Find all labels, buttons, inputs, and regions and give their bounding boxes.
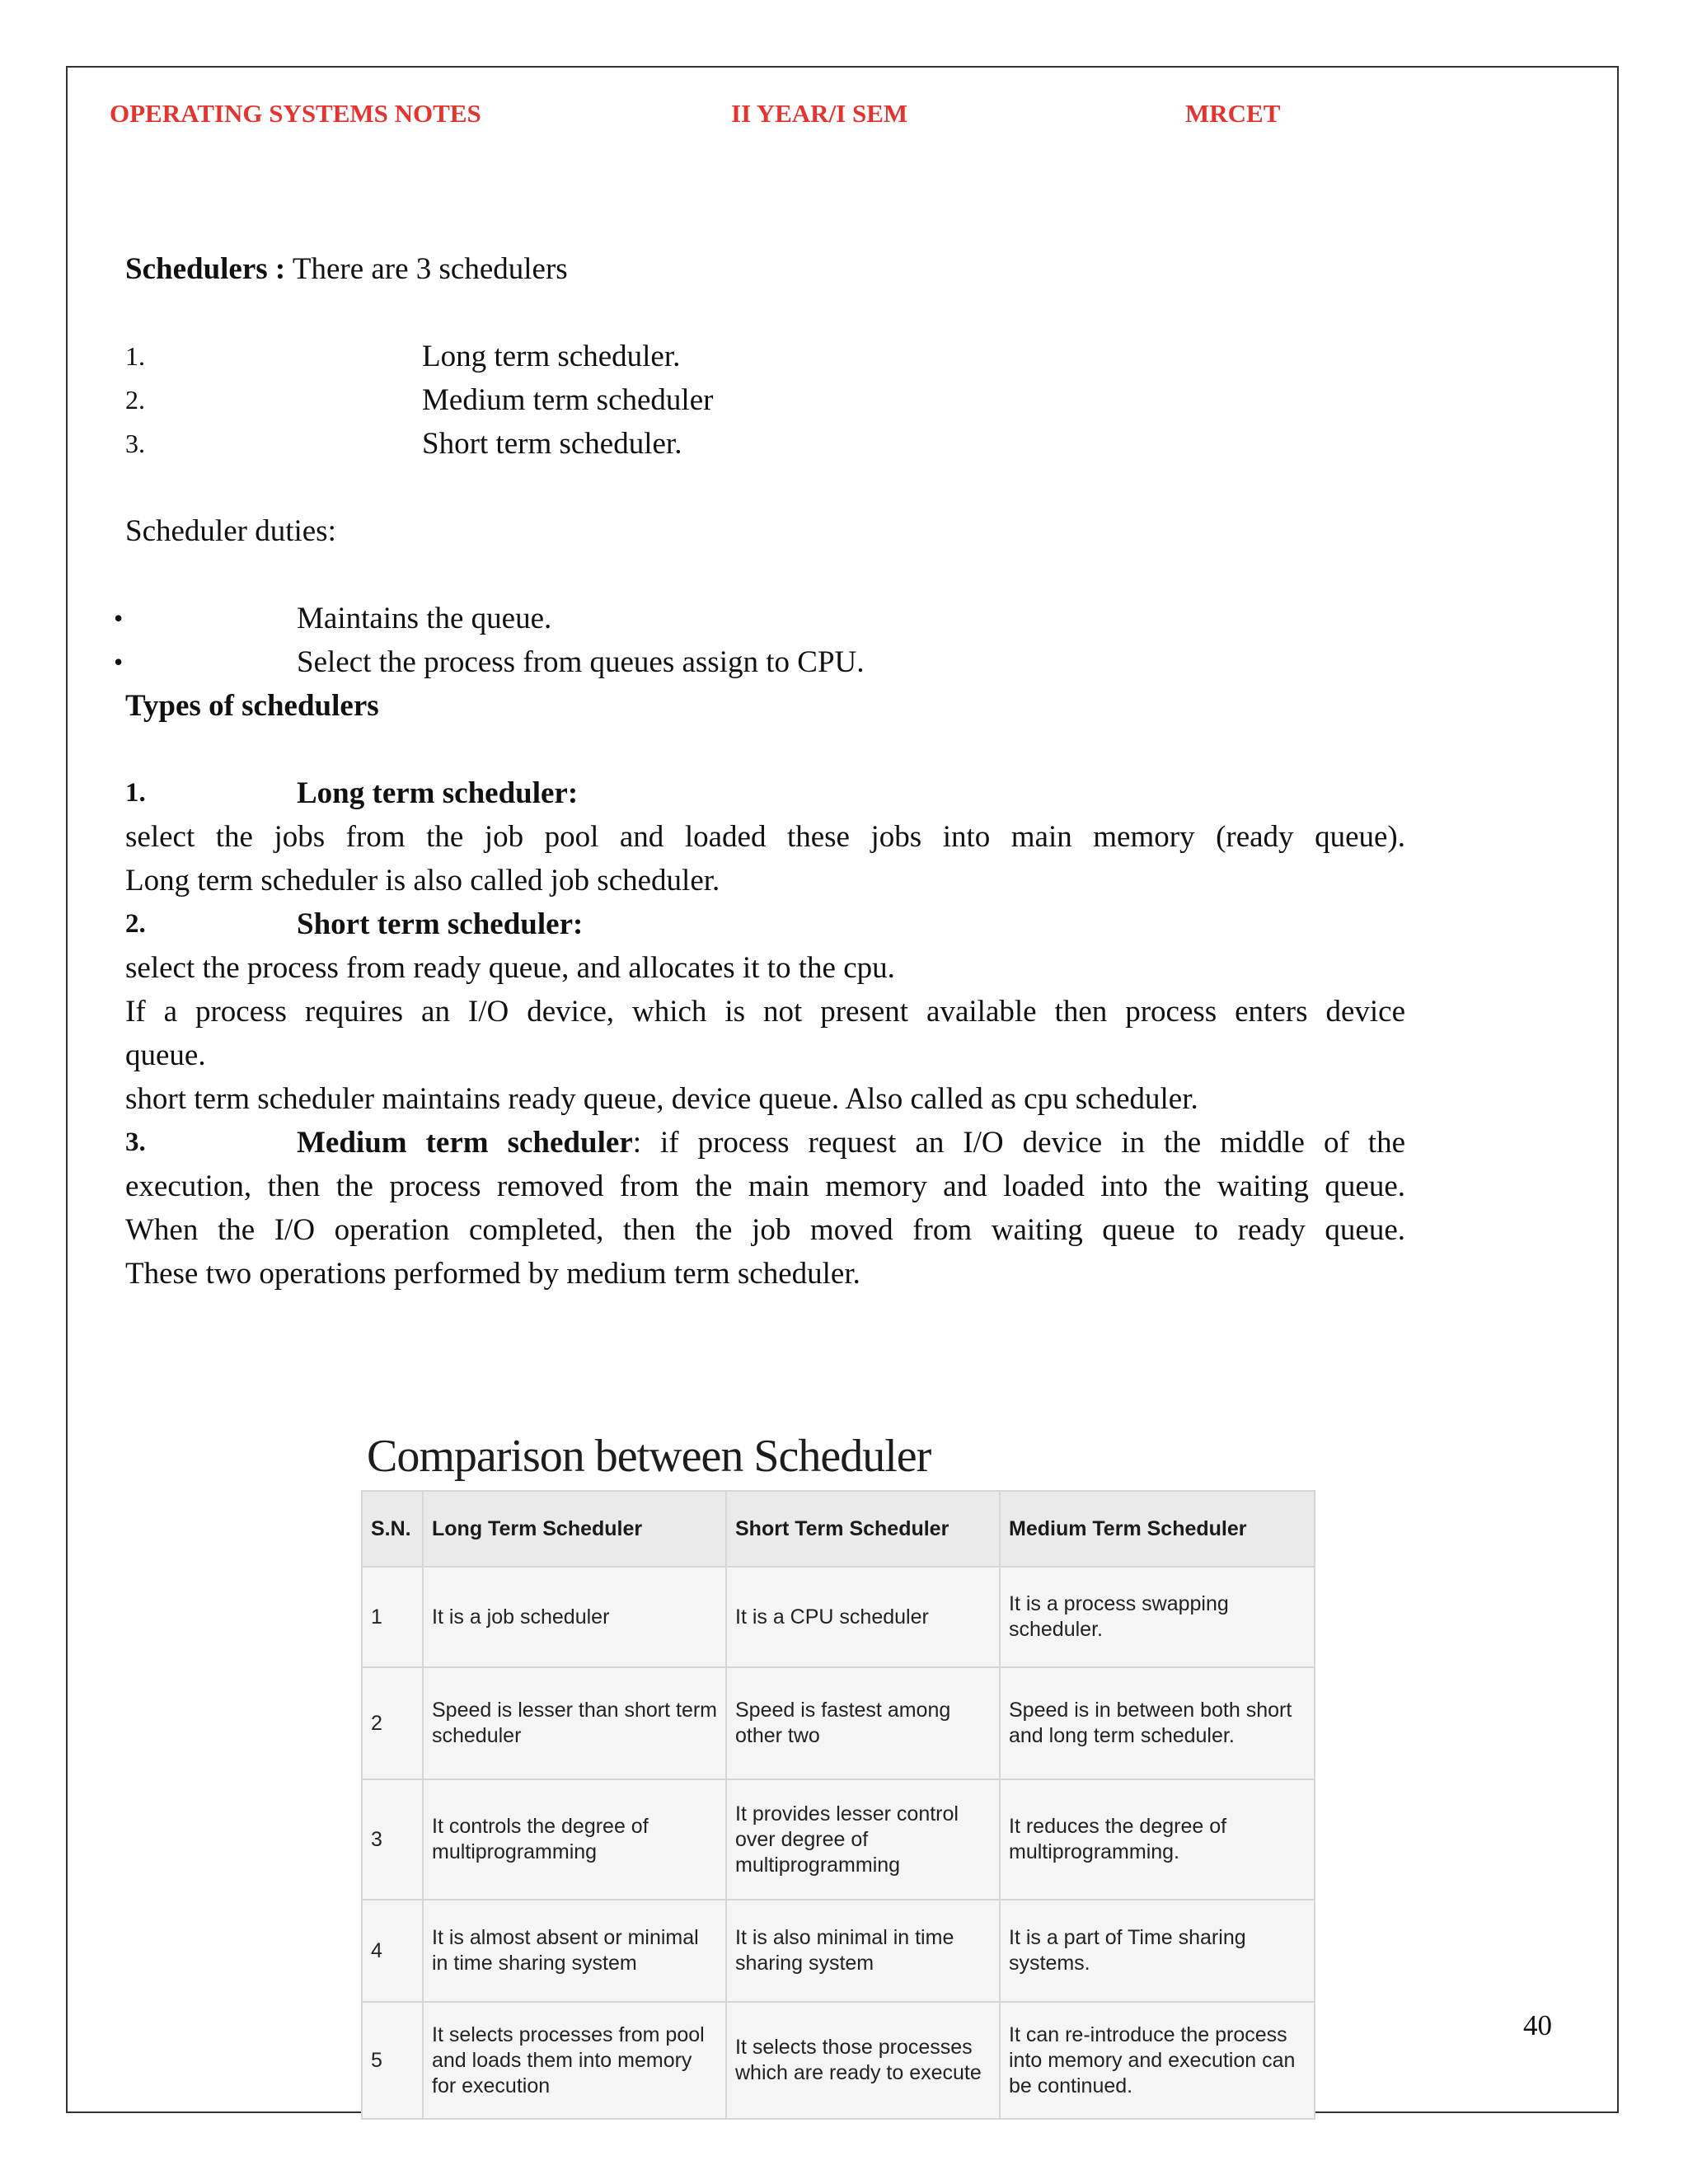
table-header-row: [362, 1491, 1315, 1567]
table-row: [362, 1567, 1315, 1667]
intro-text: There are 3 schedulers: [292, 252, 568, 286]
header-course-title: OPERATING SYSTEMS NOTES: [110, 99, 481, 128]
table-cell: 1: [362, 1567, 423, 1667]
page-number: 40: [1523, 2009, 1552, 2041]
comparison-title: Comparison between Scheduler: [367, 1431, 931, 1482]
short-term-description: [125, 946, 1405, 1121]
table-row: [362, 1900, 1315, 2002]
text-line: If a process requires an I/O device, which is not present available then process enters device: [125, 995, 1405, 1029]
list-number: 1.: [125, 341, 145, 371]
table-cell: It is almost absent or minimal in time sharing system: [423, 1900, 726, 2002]
duty-item: Maintains the queue.: [297, 602, 552, 635]
table-row: [362, 1667, 1315, 1779]
header-year-semester: II YEAR/I SEM: [731, 99, 908, 128]
table-cell: It is a CPU scheduler: [726, 1567, 1000, 1667]
table-cell: It selects those processes which are ready to execute: [726, 2002, 1000, 2119]
comparison-table: [361, 1490, 1315, 2120]
list-item: Medium term scheduler: [422, 383, 714, 417]
table-cell: 4: [362, 1900, 423, 2002]
text-line: select the jobs from the job pool and loaded these jobs into main memory (ready queue).: [125, 820, 1405, 854]
long-term-number: 1.: [125, 778, 146, 808]
table-cell: It is also minimal in time sharing system: [726, 1900, 1000, 2002]
medium-term-heading: Medium term scheduler: [297, 1126, 633, 1160]
short-term-number: 2.: [125, 909, 146, 939]
table-cell: Speed is in between both short and long term scheduler.: [1000, 1667, 1315, 1779]
table-cell: It selects processes from pool and loads them into memory for execution: [423, 2002, 726, 2119]
table-cell: Speed is fastest among other two: [726, 1667, 1000, 1779]
types-title: Types of schedulers: [125, 689, 379, 723]
bullet-icon: •: [114, 603, 124, 633]
table-cell: 2: [362, 1667, 423, 1779]
text-line: When the I/O operation completed, then the job moved from waiting queue to ready queue.: [125, 1213, 1405, 1247]
table-row: [362, 1779, 1315, 1900]
duty-item: Select the process from queues assign to CPU.: [297, 645, 865, 679]
text-line: queue.: [125, 1038, 206, 1072]
column-header: Long Term Scheduler: [423, 1491, 726, 1567]
header-institution: MRCET: [1185, 99, 1281, 128]
long-term-description: [125, 815, 1405, 902]
text-line: Long term scheduler is also called job scheduler.: [125, 864, 720, 898]
table-cell: It provides lesser control over degree of multiprogramming: [726, 1779, 1000, 1900]
text-line: short term scheduler maintains ready queue, device queue. Also called as cpu scheduler.: [125, 1082, 1198, 1116]
table-cell: It is a process swapping scheduler.: [1000, 1567, 1315, 1667]
intro-label: Schedulers :: [125, 252, 286, 286]
table-cell: It reduces the degree of multiprogramming.: [1000, 1779, 1315, 1900]
text-line: These two operations performed by medium term scheduler.: [125, 1257, 860, 1291]
medium-term-first-line: [297, 1121, 1405, 1165]
long-term-heading: Long term scheduler:: [297, 776, 579, 810]
medium-term-description: [125, 1165, 1405, 1296]
list-item: Long term scheduler.: [422, 340, 681, 373]
table-cell: It controls the degree of multiprogramming: [423, 1779, 726, 1900]
column-header: Medium Term Scheduler: [1000, 1491, 1315, 1567]
table-cell: It is a job scheduler: [423, 1567, 726, 1667]
table-cell: It is a part of Time sharing systems.: [1000, 1900, 1315, 2002]
text-line: execution, then the process removed from the main memory and loaded into the waiting queue.: [125, 1169, 1405, 1203]
column-header: Short Term Scheduler: [726, 1491, 1000, 1567]
short-term-heading: Short term scheduler:: [297, 907, 584, 941]
table-cell: 5: [362, 2002, 423, 2119]
table-row: [362, 2002, 1315, 2119]
table-cell: It can re-introduce the process into memory and execution can be continued.: [1000, 2002, 1315, 2119]
duties-title: Scheduler duties:: [125, 514, 336, 548]
text-line: [297, 1121, 1405, 1165]
intro-line: [125, 247, 568, 291]
list-item: Short term scheduler.: [422, 427, 682, 461]
text-line: select the process from ready queue, and allocates it to the cpu.: [125, 951, 895, 985]
medium-term-first-text: : if process request an I/O device in the middle of the: [632, 1126, 1405, 1160]
medium-term-number: 3.: [125, 1127, 146, 1157]
list-number: 3.: [125, 429, 145, 458]
table-cell: 3: [362, 1779, 423, 1900]
bullet-icon: •: [114, 647, 124, 677]
table-cell: Speed is lesser than short term scheduler: [423, 1667, 726, 1779]
column-header: S.N.: [362, 1491, 423, 1567]
list-number: 2.: [125, 385, 145, 415]
